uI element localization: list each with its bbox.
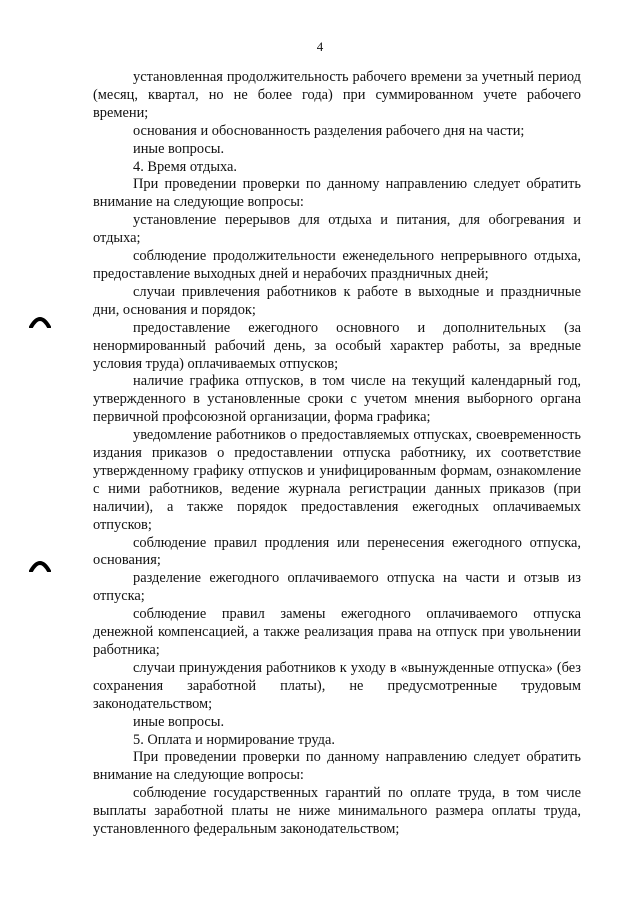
page-number: 4 bbox=[316, 39, 324, 54]
paragraph: предоставление ежегодного основного и дополнительных (за ненормированный рабочий день, за особый характер работы, за вредные условия труда) оплачиваемых отпусков; bbox=[93, 319, 581, 372]
paragraph: наличие графика отпусков, в том числе на текущий календарный год, утвержденного в установленные сроки с учетом мнения выборного органа первичной профсоюзной организации, форма графика; bbox=[93, 373, 581, 426]
paragraph: уведомление работников о предоставляемых отпусках, своевременность издания приказов о предоставлении отпуска работнику, их соответствие утвержденному графику отпусков и унифицированным формам, ознакомление с ними работников, ведение журнала регистрации данных приказов (при наличии), а также порядок предоставления ежегодных оплачиваемых отпусков; bbox=[93, 427, 581, 533]
paragraph: соблюдение государственных гарантий по оплате труда, в том числе выплаты заработной платы не ниже минимального размера оплаты труда, установленного федеральным законодательством; bbox=[93, 785, 581, 838]
paragraph: случаи привлечения работников к работе в выходные и праздничные дни, основания и порядок; bbox=[93, 283, 581, 318]
paragraph: случаи принуждения работников к уходу в «вынужденные отпуска» (без сохранения заработной платы), не предусмотренные трудовым законодательством; bbox=[93, 659, 581, 712]
paragraph: установление перерывов для отдыха и питания, для обогревания и отдыха; bbox=[93, 212, 581, 247]
section-heading: 4. Время отдыха. bbox=[133, 158, 237, 175]
paragraph: соблюдение продолжительности еженедельного непрерывного отдыха, предоставление выходных дней и нерабочих праздничных дней; bbox=[93, 248, 581, 282]
paragraph: При проведении проверки по данному направлению следует обратить внимание на следующие вопросы: bbox=[93, 176, 581, 211]
binder-mark-bottom bbox=[29, 558, 51, 572]
paragraph: установленная продолжительность рабочего времени за учетный период (месяц, квартал, но не более года) при суммированном учете рабочего времени; bbox=[93, 69, 581, 121]
paragraph: иные вопросы. bbox=[133, 713, 225, 730]
paragraph: иные вопросы. bbox=[133, 140, 225, 157]
paragraph: При проведении проверки по данному направлению следует обратить внимание на следующие вопросы: bbox=[93, 749, 581, 784]
document-body bbox=[93, 69, 581, 839]
paragraph: соблюдение правил замены ежегодного оплачиваемого отпуска денежной компенсацией, а также реализация права на отпуск при увольнении работника; bbox=[93, 606, 581, 658]
section-heading: 5. Оплата и нормирование труда. bbox=[133, 731, 335, 748]
paragraph: соблюдение правил продления или перенесения ежегодного отпуска, основания; bbox=[93, 534, 581, 569]
paragraph: разделение ежегодного оплачиваемого отпуска на части и отзыв из отпуска; bbox=[93, 570, 581, 605]
paragraph: основания и обоснованность разделения рабочего дня на части; bbox=[133, 122, 525, 139]
binder-mark-top bbox=[29, 314, 51, 328]
